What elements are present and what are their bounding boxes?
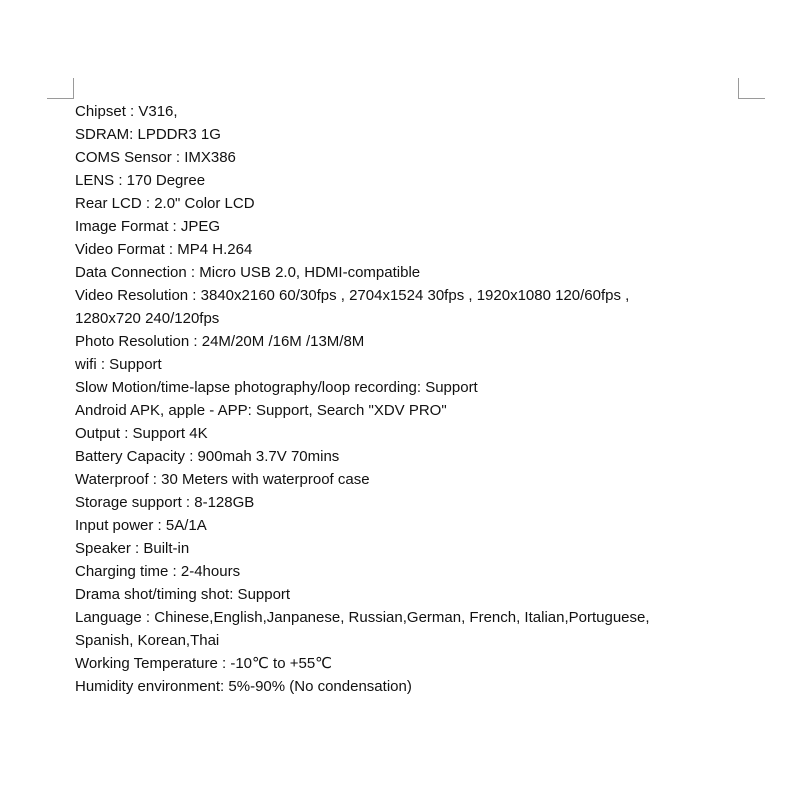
left-margin-corner-mark [47, 78, 74, 99]
spec-line-working-temperature: Working Temperature : -10℃ to +55℃ [75, 655, 333, 672]
spec-line-storage: Storage support : 8-128GB [75, 494, 255, 511]
spec-line-output: Output : Support 4K [75, 425, 208, 442]
spec-line-video-format: Video Format : MP4 H.264 [75, 241, 253, 258]
spec-line-rear-lcd: Rear LCD : 2.0" Color LCD [75, 195, 255, 212]
spec-line-sensor: COMS Sensor : IMX386 [75, 149, 236, 166]
right-margin-corner-mark [738, 78, 765, 99]
spec-line-wifi: wifi : Support [75, 356, 162, 373]
spec-line-input-power: Input power : 5A/1A [75, 517, 207, 534]
spec-line-drama-shot: Drama shot/timing shot: Support [75, 586, 291, 603]
spec-line-image-format: Image Format : JPEG [75, 218, 221, 235]
spec-line-lens: LENS : 170 Degree [75, 172, 206, 189]
spec-line-battery: Battery Capacity : 900mah 3.7V 70mins [75, 448, 340, 465]
spec-line-app-support: Android APK, apple - APP: Support, Search "XDV PRO" [75, 402, 447, 419]
spec-line-slow-motion: Slow Motion/time-lapse photography/loop recording: Support [75, 379, 478, 396]
spec-line-humidity: Humidity environment: 5%-90% (No condensation) [75, 678, 412, 695]
spec-line-waterproof: Waterproof : 30 Meters with waterproof case [75, 471, 370, 488]
spec-line-video-resolution-continued: 1280x720 240/120fps [75, 310, 220, 327]
spec-line-charging-time: Charging time : 2-4hours [75, 563, 241, 580]
spec-line-photo-resolution: Photo Resolution : 24M/20M /16M /13M/8M [75, 333, 365, 350]
spec-line-language-continued: Spanish, Korean,Thai [75, 632, 220, 649]
spec-line-sdram: SDRAM: LPDDR3 1G [75, 126, 221, 143]
spec-line-chipset: Chipset : V316, [75, 103, 178, 120]
spec-line-speaker: Speaker : Built-in [75, 540, 190, 557]
spec-line-video-resolution: Video Resolution : 3840x2160 60/30fps , 2704x1524 30fps , 1920x1080 120/60fps , [75, 287, 630, 304]
spec-list [75, 100, 735, 698]
spec-line-data-connection: Data Connection : Micro USB 2.0, HDMI-compatible [75, 264, 421, 281]
spec-line-language: Language : Chinese,English,Janpanese, Russian,German, French, Italian,Portuguese, [75, 609, 650, 626]
